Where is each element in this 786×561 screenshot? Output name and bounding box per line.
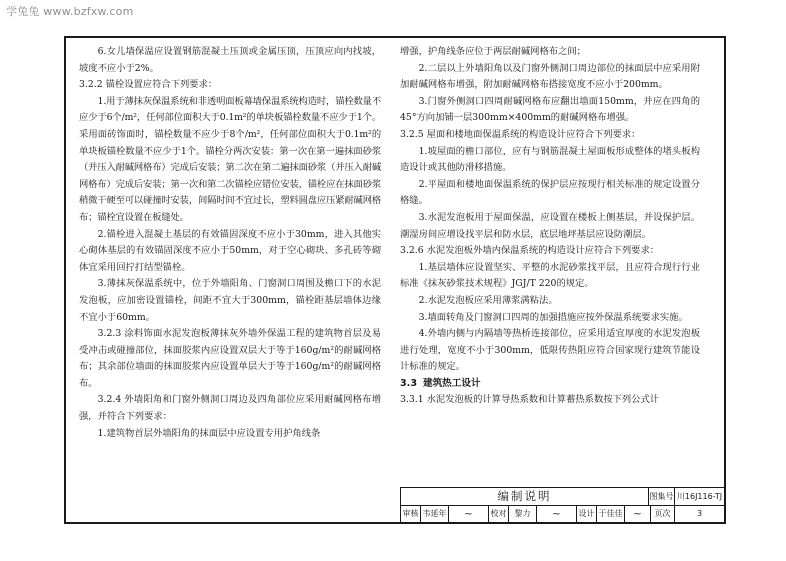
sheet-title: 编制说明 (401, 488, 649, 505)
paragraph: 1.基层墙体应设置坚实、平整的水泥砂浆找平层，且应符合现行行业标准《抹灰砂浆技术规程》JGJ/T 220的规定。 (400, 261, 700, 290)
title-block (400, 487, 724, 523)
page-number: 3 (696, 509, 703, 518)
clause-heading: 3.2.5 屋面和楼地面保温系统的构造设计应符合下列要求： (400, 128, 641, 140)
section-title: 建筑热工设计 (423, 377, 481, 389)
paragraph: 6.女儿墙保温应设置钢筋混凝土压顶或金属压顶，压顶应向内找坡，坡度不应小于2%。 (79, 46, 381, 74)
paragraph: 1.用于薄抹灰保温系统和非透明面板幕墙保温系统构造时，锚栓数量不应少于6个/m²，任何部位面积大于0.1m²的单块板锚栓数量不应少于1个。采用面砖饰面时，锚栓数量不应少于8个/m²，任何部位面积大于0.1m²的单块板锚栓数量不应少于1个。锚栓分两次安装：第一次在第一遍抹面砂浆（并压入耐碱网格布）完成后安装；第二次在第二遍抹面砂浆（并压入耐碱网格布）完成后安装；第一次和第二次锚栓应错位安装，锚栓应在抹面砂浆稍微干硬至可以碰撞时安装，间隔时间不宜过长，塑料圆盘应压紧耐碱网格布；锚栓宜设置在板缝处。 (79, 95, 381, 223)
paragraph: 1.坡屋面的檐口部位，应有与钢筋混凝土屋面板形成整体的堵头板构造设计或其他防滑移措施。 (400, 145, 700, 174)
checker-name: 黎力 (509, 505, 537, 522)
paragraph: 4.外墙内侧与内隔墙等热桥连接部位，应采用适宜厚度的水泥发泡板进行处理，宽度不小于300mm，低限传热阻应符合国家现行建筑节能设计标准的规定。 (400, 328, 700, 373)
paragraph: 2.锚栓进入混凝土基层的有效锚固深度不应小于30mm，进入其他实心砌体基层的有效锚固深度不应小于50mm，对于空心砌块、多孔砖等砌体宜采用回拧打结型锚栓。 (79, 228, 381, 273)
clause-heading: 3.2.2 锚栓设置应符合下列要求： (79, 79, 218, 91)
section-number: 3.3 (400, 377, 417, 389)
paragraph: 增强，护角线条应位于两层耐碱网格布之间； (400, 46, 586, 57)
atlas-number-label: 图集号 (649, 488, 675, 505)
design-label: 设计 (577, 505, 597, 522)
checker-signature: ~ (537, 505, 577, 522)
atlas-number: 川16J116-TJ (676, 492, 723, 501)
site-watermark: 学兔兔 www.bzfxw.com (6, 5, 134, 18)
review-label: 审核 (401, 505, 421, 522)
paragraph: 2.平屋面和楼地面保温系统的保护层应按现行相关标准的规定设置分格缝。 (400, 178, 700, 207)
paragraph: 3.2.3 涂料饰面水泥发泡板薄抹灰外墙外保温工程的建筑物首层及易受冲击或碰撞部位，抹面胶浆内应设置双层大于等于160g/m²的耐碱网格布；其余部位墙面的抹面胶浆内应设置单层大于等于160g/m²的耐碱网格布。 (79, 328, 381, 389)
reviewer-name: 韦延年 (421, 505, 449, 522)
paragraph: 3.薄抹灰保温系统中，位于外墙阳角、门窗洞口周围及檐口下的水泥发泡板，应加密设置锚栓，间距不宜大于300mm，锚栓距基层墙体边缘不宜小于60mm。 (79, 278, 381, 323)
left-column (79, 44, 381, 442)
designer-name: 于佳佳 (597, 505, 625, 522)
paragraph: 3.2.4 外墙阳角和门窗外侧洞口周边及四角部位应采用耐碱网格布增强，并符合下列要求： (79, 394, 381, 423)
page-label: 页次 (651, 505, 675, 522)
section-heading (400, 376, 700, 393)
paragraph: 1.建筑物首层外墙阳角的抹面层中应设置专用护角线条 (97, 427, 321, 439)
paragraph: 2.水泥发泡板应采用薄浆满粘法。 (418, 294, 558, 306)
check-label: 校对 (489, 505, 509, 522)
paragraph: 3.门窗外侧洞口四周耐碱网格布应翻出墙面150mm，并应在四角的45°方向加铺一层300mm×400mm的耐碱网格布增强。 (400, 95, 700, 124)
right-column (400, 44, 700, 409)
paragraph: 3.水泥发泡板用于屋面保温，应设置在楼板上侧基层，并设保护层。潮湿房间应增设找平层和防水层，底层地坪基层应设防潮层。 (400, 211, 700, 240)
paragraph: 3.3.1 水泥发泡板的计算导热系数和计算蓄热系数按下列公式计 (400, 394, 660, 406)
reviewer-signature: ~ (449, 505, 489, 522)
paragraph: 3.墙面转角及门窗洞口四周的加强措施应按外保温系统要求实施。 (418, 311, 688, 323)
designer-signature: ~ (625, 505, 651, 522)
clause-heading: 3.2.6 水泥发泡板外墙内保温系统的构造设计应符合下列要求： (400, 245, 660, 257)
paragraph: 2.二层以上外墙阳角以及门窗外侧洞口周边部位的抹面层中应采用附加耐碱网格布增强，附加耐碱网格布搭接宽度不应小于200mm。 (400, 62, 700, 91)
